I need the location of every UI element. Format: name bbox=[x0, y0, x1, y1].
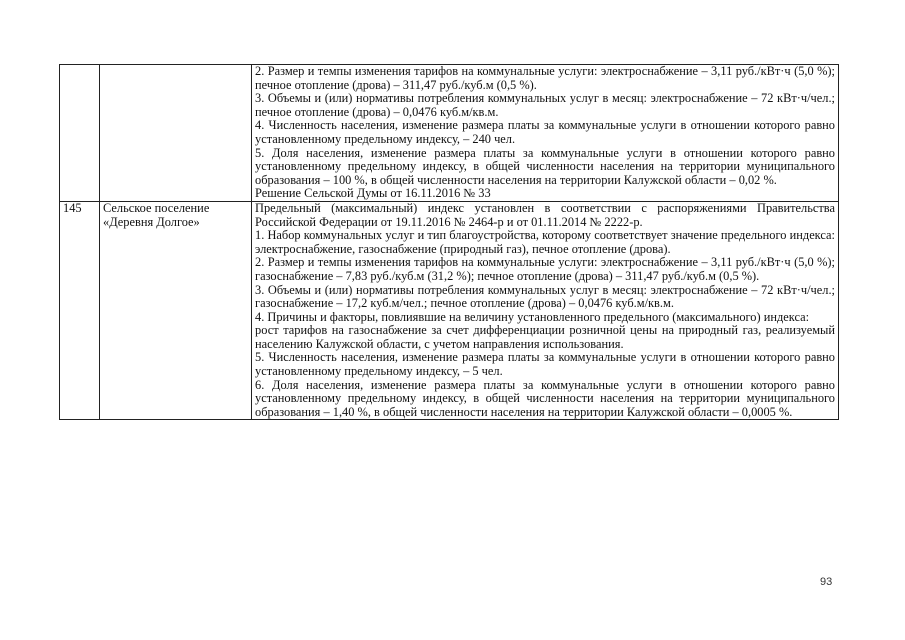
decision-reference: Решение Сельской Думы от 16.11.2016 № 33 bbox=[255, 186, 491, 201]
table-row bbox=[60, 65, 839, 202]
paragraph: 6. Доля населения, изменение размера платы за коммунальные услуги в отношении которого равно установленному предельному индексу, в общей численности населения на территории муниципального образования – 1,40 %, в общей численности населения на территории Калужской области – 0,0005 %. bbox=[255, 377, 835, 419]
row-number-cell: 145 bbox=[60, 201, 100, 420]
paragraph: 4. Численность населения, изменение размера платы за коммунальные услуги в отношении которого равно установленному предельному индексу, – 240 чел. bbox=[255, 118, 835, 146]
municipality-name-cell bbox=[100, 65, 252, 202]
paragraph: 3. Объемы и (или) нормативы потребления коммунальных услуг в месяц: электроснабжение – 72 кВт·ч/чел.; газоснабжение – 17,2 куб.м/чел.; печное отопление (дрова) – 0,0476 куб.м/кв.м. bbox=[255, 282, 835, 311]
index-table bbox=[59, 64, 839, 420]
description-cell bbox=[252, 201, 839, 420]
paragraph: 5. Численность населения, изменение размера платы за коммунальные услуги в отношении которого равно установленному предельному индексу, – 5 чел. bbox=[255, 350, 835, 379]
paragraph: 3. Объемы и (или) нормативы потребления коммунальных услуг в месяц: электроснабжение – 72 кВт·ч/чел.; печное отопление (дрова) – 0,0476 куб.м/кв.м. bbox=[255, 91, 835, 119]
paragraph: 2. Размер и темпы изменения тарифов на коммунальные услуги: электроснабжение – 3,11 руб./кВт·ч (5,0 %); газоснабжение – 7,83 руб./куб.м (31,2 %); печное отопление (дрова) – 311,47 руб./куб.м (0,5 %). bbox=[255, 255, 835, 283]
paragraph: 2. Размер и темпы изменения тарифов на коммунальные услуги: электроснабжение – 3,11 руб./кВт·ч (5,0 %); печное отопление (дрова) – 311,47 руб./куб.м (0,5 %). bbox=[255, 64, 835, 92]
page-number: 93 bbox=[820, 576, 833, 588]
paragraph: 5. Доля населения, изменение размера платы за коммунальные услуги в отношении которого равно установленному предельному индексу, в общей численности населения на территории муниципального образования – 100 %, в общей численности населения на территории Калужской области – 0,02 %. bbox=[255, 145, 835, 187]
paragraph: 4. Причины и факторы, повлиявшие на величину установленного предельного (максимального) индекса: bbox=[255, 309, 810, 324]
table-row bbox=[60, 201, 839, 420]
paragraph: рост тарифов на газоснабжение за счет дифференциации розничной цены на природный газ, реализуемый населению Калужской области, с учетом направления использования. bbox=[255, 323, 835, 351]
municipality-name-cell: Сельское поселение «Деревня Долгое» bbox=[100, 201, 252, 420]
paragraph: 1. Набор коммунальных услуг и тип благоустройства, которому соответствует значение предельного индекса: электроснабжение, газоснабжение (природный газ), печное отопление (дрова). bbox=[255, 228, 835, 256]
row-number-cell bbox=[60, 65, 100, 202]
description-cell bbox=[252, 65, 839, 202]
paragraph: Предельный (максимальный) индекс установлен в соответствии с распоряжениями Правительства Российской Федерации от 19.11.2016 № 2464-р и от 01.11.2014 № 2222-р. bbox=[255, 200, 835, 229]
